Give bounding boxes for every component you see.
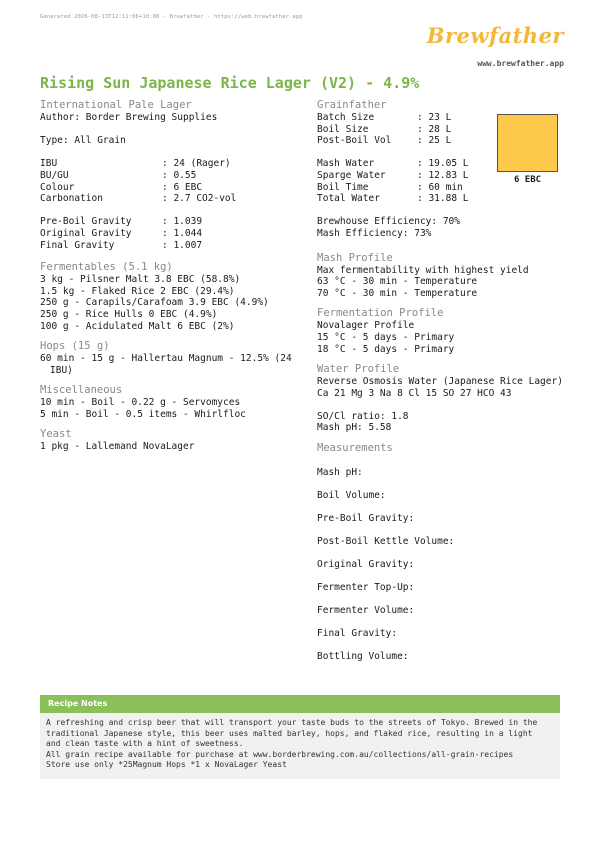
equipment-heading: Grainfather bbox=[317, 99, 387, 111]
fermentation-heading: Fermentation Profile bbox=[317, 307, 444, 320]
gravity-list bbox=[40, 216, 305, 251]
stat-row: Carbonation : 2.7 CO2-vol bbox=[40, 193, 237, 205]
recipe-type: Type: All Grain bbox=[40, 135, 126, 147]
stat-row: BU/GU : 0.55 bbox=[40, 169, 197, 181]
list-item: 18 °C - 5 days - Primary bbox=[317, 343, 455, 355]
so-cl-ratio: SO/Cl ratio: 1.8 bbox=[317, 410, 409, 422]
measurement-field: Fermenter Volume: bbox=[317, 605, 415, 617]
recipe-notes-heading: Recipe Notes bbox=[40, 695, 560, 713]
note-line: A refreshing and crisp beer that will transport your taste buds to the streets of Tokyo. Brewed in the bbox=[46, 718, 538, 727]
stat-row: IBU : 24 (Rager) bbox=[40, 158, 231, 170]
water-row: Boil Time : 60 min bbox=[317, 181, 463, 193]
volume-row: Post-Boil Vol : 25 L bbox=[317, 135, 452, 147]
author: Author: Border Brewing Supplies bbox=[40, 112, 218, 123]
misc-heading: Miscellaneous bbox=[40, 384, 123, 397]
stats-list bbox=[40, 158, 305, 204]
list-item: 10 min - Boil - 0.22 g - Servomyces bbox=[40, 397, 241, 409]
hops-heading: Hops (15 g) bbox=[40, 340, 110, 353]
yeast-section bbox=[40, 428, 305, 453]
logo-url: www.brewfather.app bbox=[477, 59, 564, 68]
colour-swatch-label: 6 EBC bbox=[513, 175, 542, 185]
list-item: 1.5 kg - Flaked Rice 2 EBC (29.4%) bbox=[40, 285, 235, 297]
list-item-continuation: IBU) bbox=[50, 364, 73, 376]
stat-row: Colour : 6 EBC bbox=[40, 181, 203, 193]
measurement-field: Final Gravity: bbox=[317, 628, 398, 640]
recipe-title: Rising Sun Japanese Rice Lager (V2) - 4.9% bbox=[40, 74, 420, 92]
fermentables-section bbox=[40, 261, 305, 332]
list-item: 60 min - 15 g - Hallertau Magnum - 12.5% (24 bbox=[40, 353, 292, 365]
list-item: 63 °C - 30 min - Temperature bbox=[317, 276, 478, 288]
list-item: 100 g - Acidulated Malt 6 EBC (2%) bbox=[40, 320, 235, 332]
volume-row: Boil Size : 28 L bbox=[317, 123, 452, 135]
list-item: 250 g - Carapils/Carafoam 3.9 EBC (4.9%) bbox=[40, 297, 269, 309]
water-profile-heading: Water Profile bbox=[317, 363, 400, 376]
mash-section bbox=[317, 252, 567, 300]
measurement-field: Pre-Boil Gravity: bbox=[317, 513, 415, 525]
misc-section bbox=[40, 384, 305, 420]
measurements-section bbox=[317, 442, 567, 674]
list-item: 15 °C - 5 days - Primary bbox=[317, 331, 455, 343]
fermentables-heading: Fermentables (5.1 kg) bbox=[40, 261, 173, 274]
list-item: 3 kg - Pilsner Malt 3.8 EBC (58.8%) bbox=[40, 274, 241, 286]
left-column bbox=[40, 99, 305, 453]
measurement-field: Post-Boil Kettle Volume: bbox=[317, 536, 455, 548]
note-line: traditional Japanese style, this beer uses malted barley, hops, and flaked rice, resulting in a light bbox=[46, 728, 533, 738]
list-item: 70 °C - 30 min - Temperature bbox=[317, 287, 478, 299]
yeast-heading: Yeast bbox=[40, 428, 72, 441]
colour-swatch bbox=[497, 114, 558, 172]
gravity-row: Pre-Boil Gravity : 1.039 bbox=[40, 216, 203, 228]
water-row: Sparge Water : 12.83 L bbox=[317, 169, 469, 181]
water-row: Mash Water : 19.05 L bbox=[317, 158, 469, 170]
style-heading: International Pale Lager bbox=[40, 99, 192, 111]
volume-row: Batch Size : 23 L bbox=[317, 112, 452, 123]
measurement-field: Fermenter Top-Up: bbox=[317, 582, 415, 594]
measurement-field: Bottling Volume: bbox=[317, 651, 409, 663]
measurement-field: Mash pH: bbox=[317, 467, 363, 479]
brewfather-logo bbox=[426, 23, 564, 58]
note-line: All grain recipe available for purchase at www.borderbrewing.com.au/collections/all-grain-recipes bbox=[46, 749, 514, 759]
gravity-row: Final Gravity : 1.007 bbox=[40, 239, 203, 251]
list-item: 250 g - Rice Hulls 0 EBC (4.9%) bbox=[40, 308, 218, 320]
hops-section bbox=[40, 340, 305, 376]
measurement-field: Boil Volume: bbox=[317, 490, 386, 502]
note-line: Store use only *25Magnum Hops *1 x NovaLager Yeast bbox=[46, 760, 287, 770]
generated-footer-text: Generated 2026-08-13T12:11:06+10:00 - Brewfather - https://web.brewfather.app bbox=[40, 14, 303, 20]
gravity-row: Original Gravity : 1.044 bbox=[40, 227, 203, 239]
measurements-heading: Measurements bbox=[317, 442, 393, 455]
mash-efficiency: Mash Efficiency: 73% bbox=[317, 227, 432, 239]
measurement-field: Original Gravity: bbox=[317, 559, 415, 571]
water-profile-section bbox=[317, 363, 567, 434]
list-item: 5 min - Boil - 0.5 items - Whirlfloc bbox=[40, 408, 246, 420]
list-item: Novalager Profile bbox=[317, 320, 415, 332]
mash-heading: Mash Profile bbox=[317, 251, 393, 264]
recipe-notes-body bbox=[40, 713, 560, 779]
mash-ph: Mash pH: 5.58 bbox=[317, 422, 392, 434]
list-item: Ca 21 Mg 3 Na 8 Cl 15 SO 27 HCO 43 bbox=[317, 387, 512, 399]
list-item: Reverse Osmosis Water (Japanese Rice Lager) bbox=[317, 376, 563, 388]
fermentation-section bbox=[317, 307, 567, 355]
list-item: 1 pkg - Lallemand NovaLager bbox=[40, 441, 195, 453]
list-item: Max fermentability with highest yield bbox=[317, 264, 529, 276]
note-line: and clean taste with a hint of sweetness. bbox=[46, 739, 244, 749]
water-row: Total Water : 31.88 L bbox=[317, 193, 469, 205]
logo-wordmark: Brewfather bbox=[426, 23, 564, 48]
brewhouse-efficiency: Brewhouse Efficiency: 70% bbox=[317, 216, 460, 228]
